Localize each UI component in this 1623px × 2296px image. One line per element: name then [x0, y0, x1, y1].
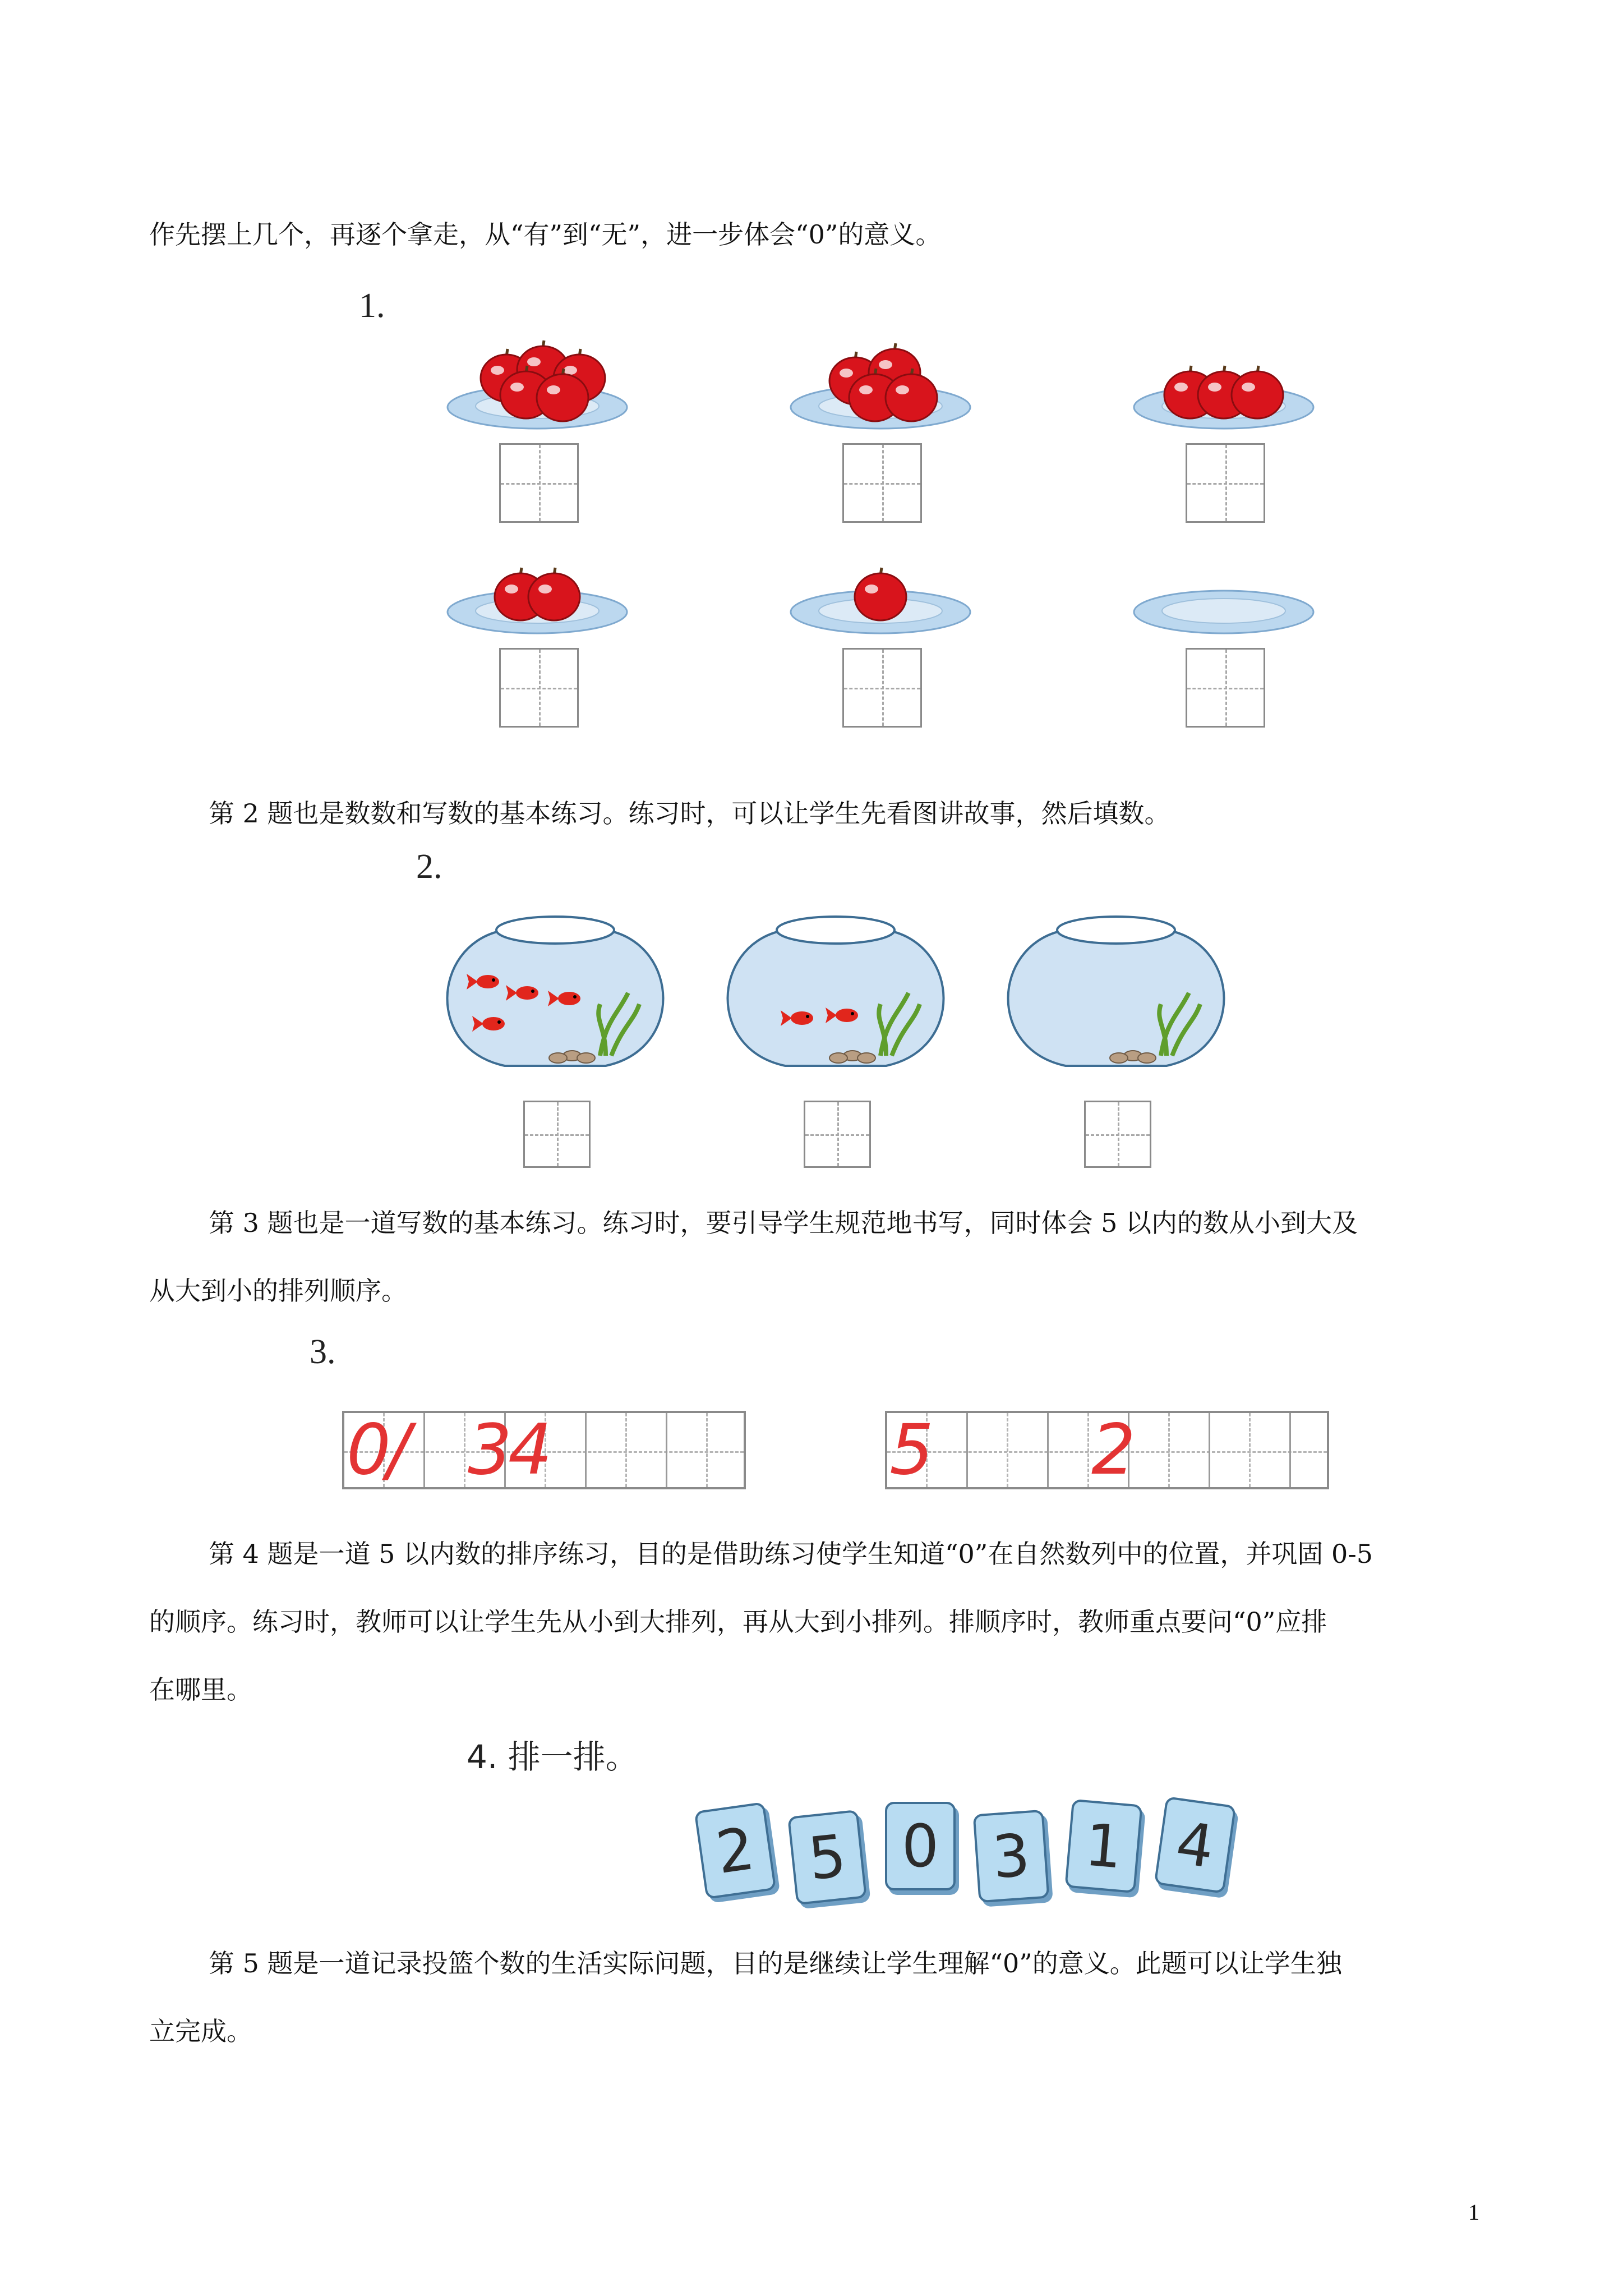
empty-cell[interactable] — [928, 1413, 968, 1487]
red-digit: 5 — [889, 1410, 934, 1490]
empty-cell[interactable] — [425, 1413, 465, 1487]
empty-cell[interactable] — [1251, 1413, 1291, 1487]
paragraph-4 — [149, 1520, 1373, 1724]
empty-cell[interactable] — [1008, 1413, 1049, 1487]
tile-digit: 1 — [1082, 1810, 1126, 1882]
tile-digit: 3 — [990, 1820, 1032, 1892]
paragraph-5-line-2: 立完成。 — [149, 2016, 252, 2046]
red-digit: 2 — [1091, 1410, 1136, 1490]
tile-digit: 4 — [1172, 1808, 1219, 1882]
paragraph-5 — [149, 1930, 1342, 2065]
empty-cell[interactable] — [1291, 1413, 1331, 1487]
page-number: 1 — [1468, 2200, 1479, 2225]
paragraph-4-line-2: 的顺序。练习时，教师可以让学生先从小到大排列，再从大到小排列。排顺序时，教师重点要问“0”应排 — [149, 1607, 1327, 1637]
writing-grid-right — [885, 1411, 1329, 1489]
fish-bowl — [718, 909, 953, 1077]
question-4-label: 4. 排一排。 — [467, 1738, 638, 1776]
plate-with-apples — [442, 541, 633, 654]
number-tile[interactable] — [1064, 1799, 1142, 1893]
paragraph-3 — [149, 1189, 1358, 1325]
digit-cell — [344, 1410, 391, 1490]
plate-with-apples — [442, 337, 633, 449]
empty-cell[interactable] — [667, 1413, 708, 1487]
question-2-label: 2. — [416, 848, 442, 886]
red-digit: 3 — [468, 1410, 512, 1490]
digit-cell — [887, 1410, 934, 1490]
answer-box[interactable] — [842, 443, 922, 523]
apple-icon — [855, 568, 906, 620]
red-digit: 4 — [508, 1410, 552, 1490]
tile-digit: 2 — [712, 1814, 759, 1888]
empty-cell[interactable] — [1049, 1413, 1089, 1487]
question-1-label: 1. — [359, 287, 385, 325]
question-3-label: 3. — [310, 1333, 336, 1371]
paragraph-3-line-1: 第 3 题也是一道写数的基本练习。练习时，要引导学生规范地书写，同时体会 5 以内的数从小到大及 — [209, 1208, 1358, 1238]
paragraph-2-line-1: 第 2 题也是数数和写数的基本练习。练习时，可以让学生先看图讲故事，然后填数。 — [209, 798, 1170, 829]
paragraph-3-line-2: 从大到小的排列顺序。 — [149, 1276, 407, 1306]
digit-cell — [385, 1410, 425, 1490]
paragraph-4-line-3: 在哪里。 — [149, 1674, 252, 1705]
empty-cell[interactable] — [627, 1413, 667, 1487]
empty-cell[interactable] — [968, 1413, 1008, 1487]
paragraph-4-line-1: 第 4 题是一道 5 以内数的排序练习，目的是借助练习使学生知道“0”在自然数列中的位置，并巩固 0-5 — [209, 1539, 1373, 1569]
answer-box[interactable] — [523, 1101, 591, 1168]
answer-box[interactable] — [804, 1101, 871, 1168]
empty-cell[interactable] — [587, 1413, 627, 1487]
digit-cell — [1089, 1410, 1136, 1490]
intro-line: 作先摆上几个，再逐个拿走，从“有”到“无”，进一步体会“0”的意义。 — [149, 219, 942, 250]
number-tile[interactable] — [694, 1802, 777, 1899]
tile-digit: 5 — [805, 1821, 850, 1894]
bowl-icon — [1008, 931, 1224, 1066]
digit-cell — [465, 1410, 512, 1490]
digit-cell — [506, 1410, 552, 1490]
fish-bowl — [998, 909, 1234, 1077]
number-tile[interactable] — [787, 1810, 867, 1905]
answer-box[interactable] — [1084, 1101, 1151, 1168]
empty-cell[interactable] — [546, 1413, 587, 1487]
red-digit: 0 — [347, 1410, 391, 1490]
number-tile[interactable] — [1154, 1796, 1237, 1894]
red-digit: / — [387, 1410, 411, 1490]
answer-box[interactable] — [1186, 443, 1265, 523]
answer-box[interactable] — [842, 648, 922, 728]
plate-with-apples — [785, 541, 976, 654]
empty-cell[interactable] — [1210, 1413, 1251, 1487]
plate-with-apples — [1128, 541, 1319, 654]
number-tile[interactable] — [973, 1810, 1050, 1903]
bowl-icon — [728, 931, 944, 1066]
tile-digit: 0 — [901, 1812, 939, 1880]
writing-grid-left — [342, 1411, 746, 1489]
empty-cell[interactable] — [1129, 1413, 1170, 1487]
number-tile[interactable] — [885, 1802, 956, 1890]
plate-with-apples — [1128, 337, 1319, 449]
paragraph-2 — [209, 780, 1170, 848]
fish-bowl — [437, 909, 673, 1077]
answer-box[interactable] — [1186, 648, 1265, 728]
apple-icon — [1232, 366, 1283, 418]
plate-with-apples — [785, 337, 976, 449]
answer-box[interactable] — [499, 443, 579, 523]
intro-text — [149, 201, 941, 269]
apple-icon — [528, 568, 580, 620]
empty-cell[interactable] — [1170, 1413, 1210, 1487]
answer-box[interactable] — [499, 648, 579, 728]
empty-cell[interactable] — [708, 1413, 748, 1487]
paragraph-5-line-1: 第 5 题是一道记录投篮个数的生活实际问题，目的是继续让学生理解“0”的意义。此题可以让学生独 — [209, 1948, 1342, 1978]
